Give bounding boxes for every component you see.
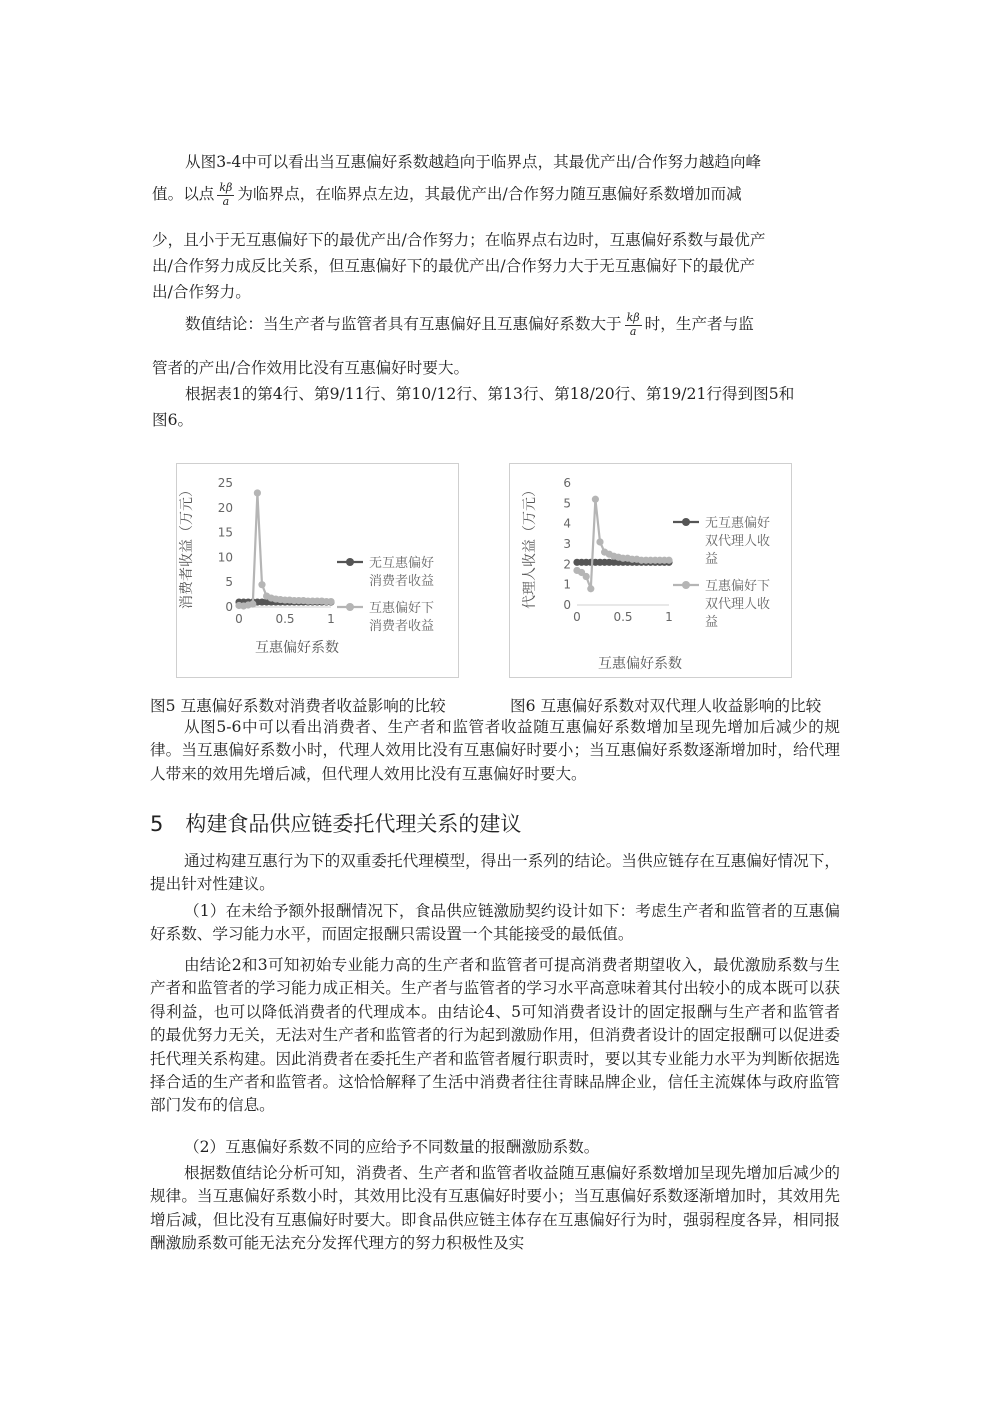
figure5-svg — [177, 464, 458, 677]
y-tick-label: 1 — [563, 577, 571, 592]
y-tick-label: 20 — [217, 500, 233, 515]
p1-line4: 出/合作努力成反比关系，但互惠偏好下的最优产出/合作努力大于无互惠偏好下的最优产 — [152, 257, 756, 275]
data-point-series-2 — [258, 581, 265, 588]
fraction-numerator: kβ — [626, 311, 640, 324]
legend-swatch-marker — [346, 558, 354, 566]
p1-line2 — [152, 182, 742, 208]
legend-label: 互惠偏好下 — [369, 601, 435, 616]
legend-swatch-marker — [682, 518, 690, 526]
y-tick-label: 10 — [217, 550, 233, 565]
figure6-chart — [509, 463, 792, 678]
y-tick-label: 4 — [563, 516, 571, 531]
series-line-2 — [239, 493, 331, 606]
y-tick-label: 5 — [563, 496, 571, 511]
fraction-numerator: kβ — [219, 181, 233, 194]
y-tick-label: 6 — [563, 476, 571, 490]
p2-line1-post: 时，生产者与监 — [644, 315, 754, 334]
data-point-series-2 — [587, 585, 594, 592]
legend-label: 无互惠偏好 — [369, 556, 435, 571]
x-tick-label: 0 — [573, 610, 581, 624]
p2-line1-pre: 数值结论：当生产者与监管者具有互惠偏好且互惠偏好系数大于 — [185, 315, 622, 334]
figure6-svg — [510, 464, 791, 677]
critical-point-fraction — [217, 182, 234, 208]
p2-line1 — [185, 312, 754, 338]
p6-paragraph: （1）在未给予额外报酬情况下，食品供应链激励契约设计如下：考虑生产者和监管者的互惠偏好系数、学习能力水平，而固定报酬只需设置一个其能接受的最低值。 — [150, 902, 840, 944]
legend-label: 消费者收益 — [369, 574, 435, 589]
data-point-series-2 — [254, 489, 261, 496]
fraction-denominator: a — [629, 324, 637, 338]
data-point-series-2 — [327, 598, 334, 605]
legend-label: 双代理人收 — [705, 597, 771, 612]
p1-line2-post: 为临界点，在临界点左边，其最优产出/合作努力随互惠偏好系数增加而减 — [237, 185, 742, 204]
legend-label: 双代理人收 — [705, 534, 771, 549]
y-tick-label: 15 — [217, 525, 233, 540]
x-tick-label: 0.5 — [275, 612, 295, 626]
p1-line5: 出/合作努力。 — [152, 283, 251, 301]
figure5-caption: 图5 互惠偏好系数对消费者收益影响的比较 — [150, 697, 446, 715]
data-point-series-2 — [583, 573, 590, 580]
section-title: 构建食品供应链委托代理关系的建议 — [185, 812, 522, 836]
y-tick-label: 2 — [563, 557, 571, 572]
p1-line1: 从图3-4中可以看出当互惠偏好系数越趋向于临界点，其最优产出/合作努力越趋向峰 — [185, 153, 762, 171]
data-point-series-2 — [596, 538, 603, 545]
p8-paragraph: （2）互惠偏好系数不同的应给予不同数量的报酬激励系数。 — [184, 1138, 600, 1156]
x-axis-title: 互惠偏好系数 — [255, 640, 339, 656]
p7-paragraph: 由结论2和3可知初始专业能力高的生产者和监管者可提高消费者期望收入，最优激励系数与生产者和监管者的学习能力成正相关。生产者与监管者的学习水平高意味着其付出较小的成本既可以获得利益，也可以降低消费者的代理成本。由结论4、5可知消费者设计的固定报酬与生产者和监管者的最优努力无关，无法对生产者和监管者的行为起到激励作用，但消费者设计的固定报酬可以促进委托代理关系构建。因此消费者在委托生产者和监管者履行职责时，要以其专业能力水平为判断依据选择合适的生产者和监管者。这恰恰解释了生活中消费者往往青睐品牌企业，信任主流媒体与政府监管部门发布的信息。 — [150, 956, 840, 1115]
legend-label: 益 — [705, 552, 719, 567]
figure5-chart — [176, 463, 459, 678]
p4-paragraph: 从图5-6中可以看出消费者、生产者和监管者收益随互惠偏好系数增加呈现先增加后减少的规律。当互惠偏好系数小时，代理人效用比没有互惠偏好时要小；当互惠偏好系数逐渐增加时，给代理人带来的效用先增后减，但代理人效用比没有互惠偏好时要大。 — [150, 718, 840, 783]
y-tick-label: 5 — [225, 575, 233, 590]
section-heading — [150, 808, 521, 838]
fraction-denominator: a — [222, 194, 230, 208]
x-tick-label: 0 — [235, 612, 243, 626]
p2-line2: 管者的产出/合作效用比没有互惠偏好时要大。 — [152, 359, 470, 377]
legend-swatch-marker — [346, 603, 354, 611]
section-number: 5 — [150, 812, 164, 836]
y-axis-title: 消费者收益（万元） — [179, 483, 195, 609]
critical-point-fraction-2 — [625, 312, 642, 338]
x-tick-label: 1 — [327, 612, 335, 626]
figure6-caption: 图6 互惠偏好系数对双代理人收益影响的比较 — [510, 697, 822, 715]
legend-label: 互惠偏好下 — [705, 579, 771, 594]
x-tick-label: 1 — [665, 610, 673, 624]
y-tick-label: 3 — [563, 537, 571, 551]
x-tick-label: 0.5 — [613, 610, 633, 624]
y-tick-label: 0 — [225, 600, 233, 614]
legend-label: 消费者收益 — [369, 619, 435, 634]
data-point-series-2 — [665, 557, 672, 564]
series-line-2 — [577, 499, 669, 588]
p5-paragraph: 通过构建互惠行为下的双重委托代理模型，得出一系列的结论。当供应链存在互惠偏好情况下，提出针对性建议。 — [150, 852, 840, 894]
data-point-series-2 — [592, 496, 599, 503]
y-axis-title: 代理人收益（万元） — [522, 483, 538, 609]
p3-line2: 图6。 — [152, 411, 194, 429]
x-axis-title: 互惠偏好系数 — [598, 656, 682, 672]
legend-swatch-marker — [682, 581, 690, 589]
p9-paragraph: 根据数值结论分析可知，消费者、生产者和监管者收益随互惠偏好系数增加呈现先增加后减少的规律。当互惠偏好系数小时，其效用比没有互惠偏好时要小；当互惠偏好系数逐渐增加时，其效用先增后减，但比没有互惠偏好时要大。即食品供应链主体存在互惠偏好行为时，强弱程度各异，相同报酬激励系数可能无法充分发挥代理方的努力积极性及实 — [150, 1164, 840, 1253]
y-tick-label: 0 — [563, 598, 571, 612]
p3-line1: 根据表1的第4行、第9/11行、第10/12行、第13行、第18/20行、第19/21行得到图5和 — [185, 385, 795, 403]
y-tick-label: 25 — [217, 476, 233, 490]
p1-line3: 少，且小于无互惠偏好下的最优产出/合作努力；在临界点右边时，互惠偏好系数与最优产 — [152, 231, 766, 249]
data-point-series-2 — [249, 600, 256, 607]
legend-label: 益 — [705, 615, 719, 630]
p1-line2-pre: 值。以点 — [152, 185, 215, 204]
legend-label: 无互惠偏好 — [705, 516, 771, 531]
